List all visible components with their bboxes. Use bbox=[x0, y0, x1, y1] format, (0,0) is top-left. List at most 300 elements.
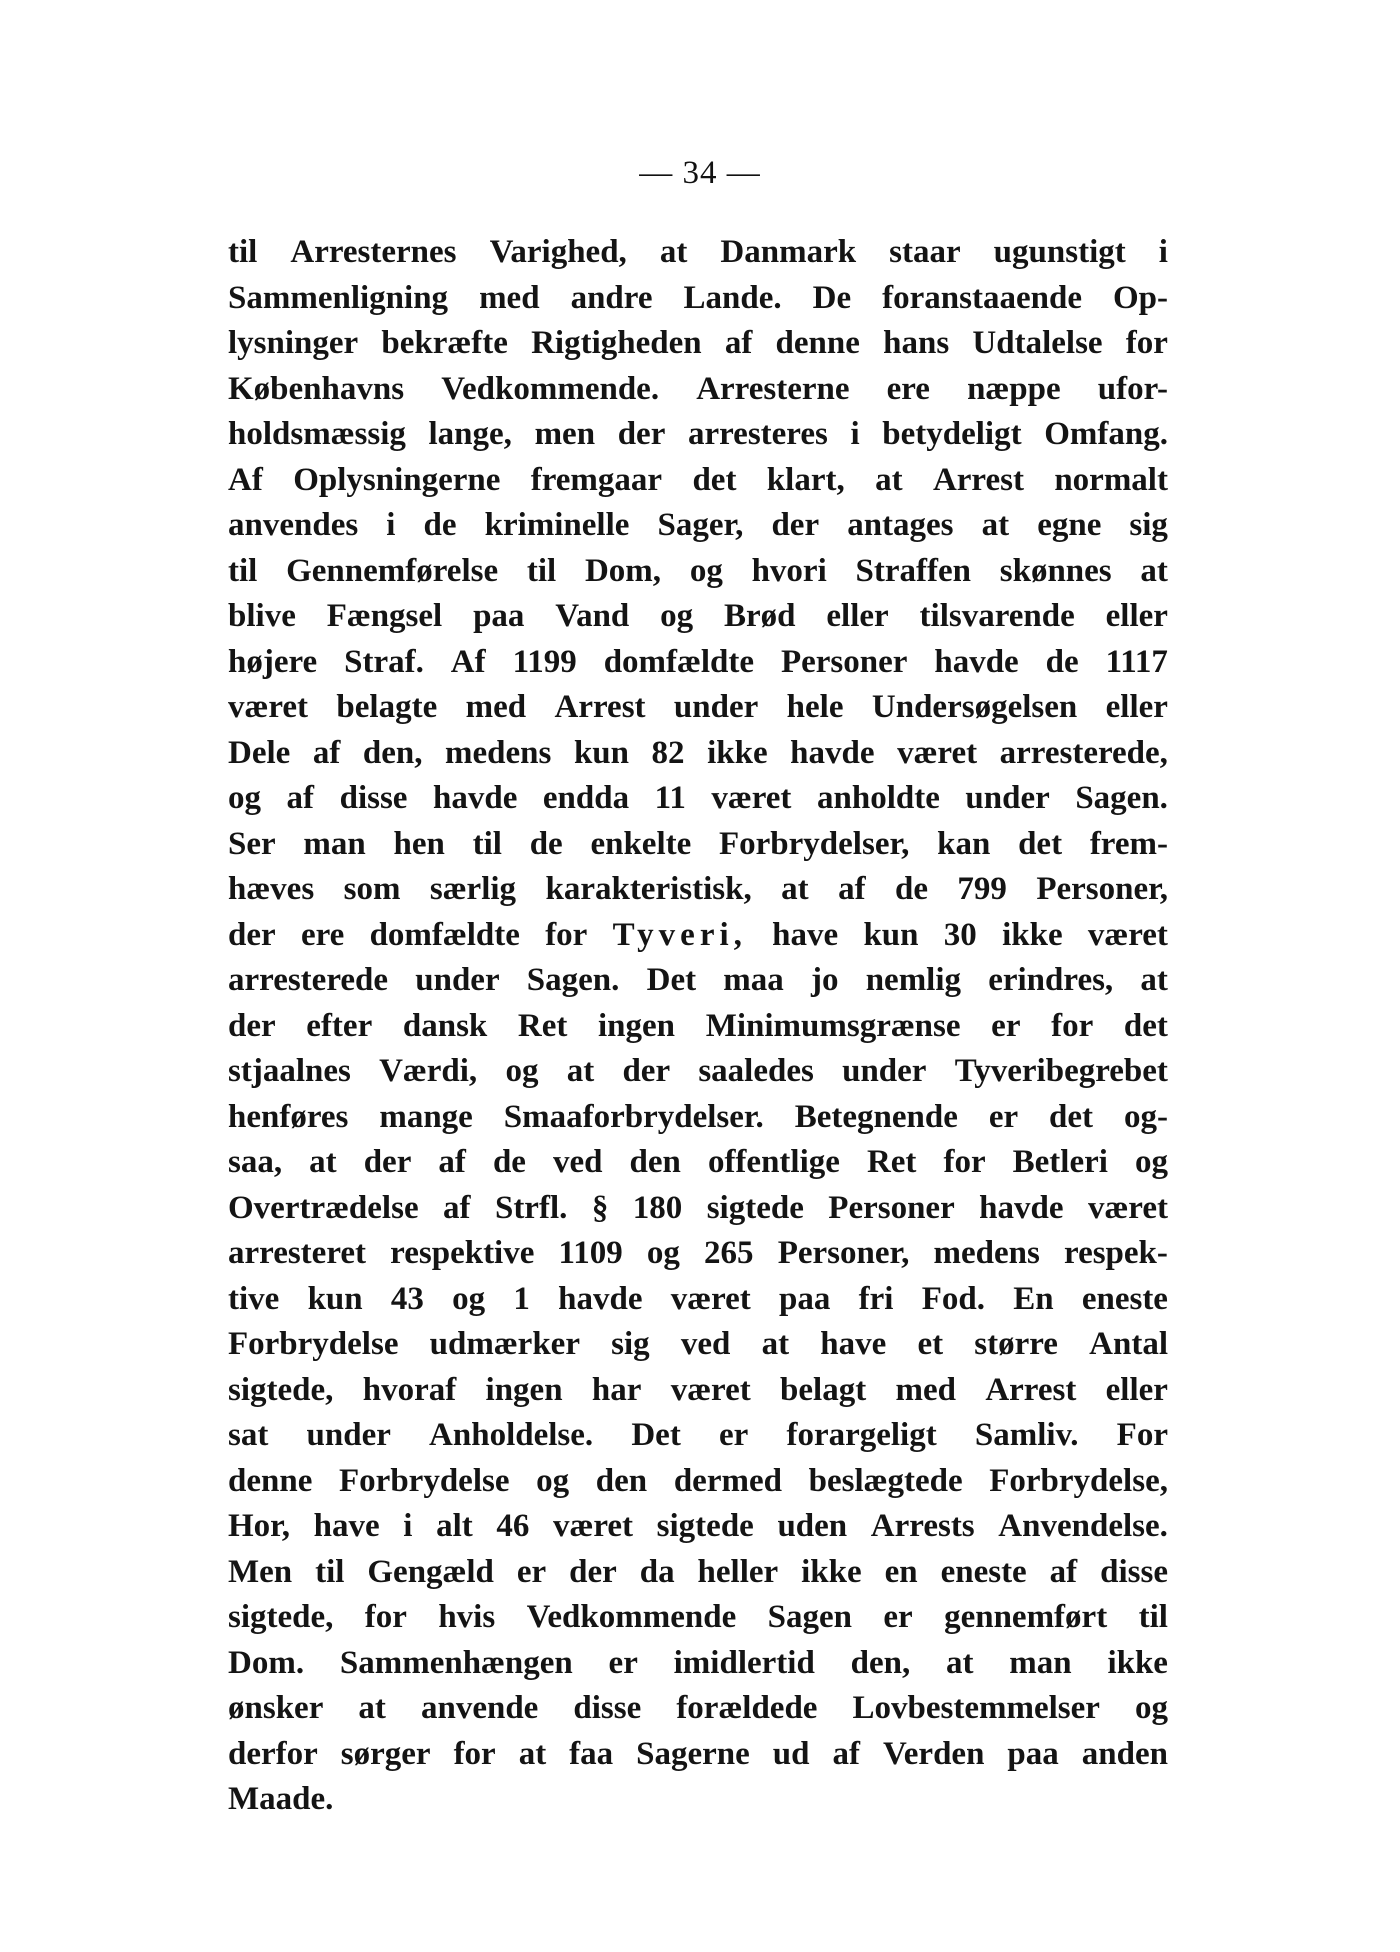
word: Sager, bbox=[657, 507, 744, 543]
word: 180 bbox=[632, 1189, 683, 1226]
word: Forbrydelser, bbox=[719, 825, 910, 862]
word: og bbox=[660, 598, 694, 634]
word: at bbox=[1140, 552, 1168, 589]
word: paa bbox=[473, 598, 525, 634]
word: havde bbox=[934, 643, 1019, 680]
word: Dom, bbox=[584, 552, 662, 589]
word: af bbox=[312, 734, 341, 771]
word: anvende bbox=[420, 1690, 539, 1726]
word: 30 bbox=[943, 916, 977, 953]
text-line bbox=[228, 1777, 1168, 1823]
word: fri bbox=[858, 1280, 894, 1317]
word: der bbox=[622, 1053, 671, 1089]
word: domfældte bbox=[369, 916, 520, 953]
word: til bbox=[228, 234, 258, 270]
word: Københavns bbox=[228, 370, 405, 407]
word: i bbox=[386, 507, 396, 543]
word: Det bbox=[631, 1417, 681, 1453]
word: med bbox=[465, 689, 527, 725]
word: disse bbox=[1100, 1553, 1168, 1590]
word: Lovbestemmelser bbox=[852, 1690, 1100, 1726]
text-line bbox=[228, 1049, 1168, 1095]
word: havde bbox=[558, 1280, 643, 1317]
word: i bbox=[850, 416, 860, 452]
word: normalt bbox=[1054, 461, 1168, 498]
word: da bbox=[639, 1553, 675, 1590]
word: en bbox=[884, 1553, 918, 1590]
word: Betegnende bbox=[794, 1098, 958, 1135]
word: arresteret bbox=[228, 1235, 367, 1271]
word: Samliv. bbox=[974, 1417, 1079, 1453]
word: den, bbox=[362, 734, 423, 771]
word: Udtalelse bbox=[972, 325, 1103, 361]
word: for bbox=[1125, 325, 1168, 361]
word: man bbox=[1009, 1644, 1072, 1681]
word: Vand bbox=[555, 598, 630, 634]
word: været bbox=[711, 780, 792, 816]
text-line bbox=[228, 1641, 1168, 1687]
word: Forbrydelse bbox=[339, 1462, 510, 1499]
word: det bbox=[692, 461, 737, 498]
word: ere bbox=[300, 916, 345, 953]
word: medens bbox=[933, 1235, 1040, 1271]
word: denne bbox=[775, 325, 860, 361]
word: de bbox=[423, 507, 457, 543]
word: Brød bbox=[724, 598, 796, 634]
word: men bbox=[534, 416, 596, 452]
word: hæves bbox=[228, 871, 315, 907]
word: forargeligt bbox=[786, 1417, 937, 1453]
word: af bbox=[1049, 1553, 1078, 1590]
word: imidlertid bbox=[673, 1644, 815, 1681]
word: derfor bbox=[228, 1735, 318, 1772]
word: Maade. bbox=[228, 1781, 334, 1817]
word: for bbox=[545, 916, 588, 953]
word: under bbox=[673, 689, 759, 725]
word: efter bbox=[306, 1007, 373, 1044]
word: skønnes bbox=[999, 552, 1112, 589]
word: erindres, bbox=[988, 962, 1114, 998]
word: kun bbox=[573, 734, 629, 771]
word: disse bbox=[339, 780, 408, 816]
word: Strfl. bbox=[494, 1189, 568, 1226]
word: ønsker bbox=[228, 1690, 324, 1726]
word: Arresternes bbox=[290, 234, 457, 270]
word: Dele bbox=[228, 734, 291, 771]
word: offentlige bbox=[707, 1144, 840, 1180]
word: lange, bbox=[428, 416, 512, 452]
text-line bbox=[228, 731, 1168, 777]
word: belagte bbox=[336, 689, 438, 725]
word: eller bbox=[1105, 689, 1168, 725]
word: og bbox=[505, 1053, 539, 1089]
text-line bbox=[228, 367, 1168, 413]
word: tive bbox=[228, 1280, 280, 1317]
word: sig bbox=[611, 1326, 650, 1362]
word: Anvendelse. bbox=[998, 1508, 1168, 1544]
word: sig bbox=[1129, 507, 1168, 543]
text-line bbox=[228, 1322, 1168, 1368]
word: Det bbox=[646, 962, 697, 998]
word: i bbox=[403, 1508, 413, 1544]
word: været bbox=[553, 1508, 634, 1544]
word: større bbox=[974, 1326, 1058, 1362]
text-line bbox=[228, 458, 1168, 504]
word: foranstaaende bbox=[882, 279, 1082, 316]
text-line bbox=[228, 822, 1168, 868]
word: domfældte bbox=[603, 643, 755, 680]
word: arresterede, bbox=[999, 734, 1168, 771]
word: at bbox=[309, 1144, 337, 1180]
text-line bbox=[228, 1140, 1168, 1186]
text-line bbox=[228, 1231, 1168, 1277]
word: anden bbox=[1081, 1735, 1168, 1772]
text-line bbox=[228, 1732, 1168, 1778]
word: kan bbox=[937, 825, 991, 862]
word: Op- bbox=[1112, 279, 1168, 316]
word: sørger bbox=[340, 1735, 431, 1772]
word: 82 bbox=[651, 734, 685, 771]
word: kun bbox=[307, 1280, 363, 1317]
word: havde bbox=[790, 734, 875, 771]
text-line bbox=[228, 321, 1168, 367]
word: Betleri bbox=[1012, 1144, 1108, 1180]
word: stjaalnes bbox=[228, 1053, 351, 1089]
text-line bbox=[228, 776, 1168, 822]
word: uden bbox=[777, 1508, 848, 1544]
word: og bbox=[1134, 1144, 1168, 1180]
word: og bbox=[689, 552, 723, 589]
word: § bbox=[591, 1189, 609, 1226]
text-line bbox=[228, 230, 1168, 276]
word: hvis bbox=[438, 1599, 496, 1635]
word: været bbox=[670, 1371, 751, 1408]
word: blive bbox=[228, 598, 296, 634]
word: været bbox=[670, 1280, 751, 1317]
word: for bbox=[943, 1144, 986, 1180]
word: Antal bbox=[1089, 1326, 1168, 1362]
word: ikke bbox=[1107, 1644, 1168, 1681]
word: medens bbox=[445, 734, 552, 771]
text-line bbox=[228, 1550, 1168, 1596]
text-line bbox=[228, 685, 1168, 731]
word: med bbox=[895, 1371, 957, 1408]
word: ikke bbox=[801, 1553, 862, 1590]
word: lysninger bbox=[228, 325, 359, 361]
word: Sammenligning bbox=[228, 279, 449, 316]
word: eller bbox=[1105, 1371, 1168, 1408]
word: Sagerne bbox=[636, 1735, 750, 1772]
word: til bbox=[315, 1553, 345, 1590]
word: faa bbox=[569, 1735, 614, 1772]
word: af bbox=[443, 1189, 471, 1226]
word: ved bbox=[552, 1144, 603, 1180]
word: det bbox=[1049, 1098, 1094, 1135]
word: heller bbox=[697, 1553, 779, 1590]
word: Arrest bbox=[985, 1371, 1077, 1408]
word: Dom. bbox=[228, 1644, 305, 1681]
word: Oplysningerne bbox=[293, 461, 501, 498]
text-line bbox=[228, 503, 1168, 549]
word: 11 bbox=[654, 780, 686, 816]
word: at bbox=[981, 507, 1010, 543]
text-line bbox=[228, 594, 1168, 640]
word: og bbox=[1135, 1690, 1168, 1726]
word: forældede bbox=[676, 1690, 818, 1726]
word: Anholdelse. bbox=[429, 1417, 594, 1453]
word: betydeligt bbox=[882, 416, 1022, 452]
word: under bbox=[415, 962, 500, 998]
text-line bbox=[228, 867, 1168, 913]
text-line bbox=[228, 1277, 1168, 1323]
word: af bbox=[832, 1735, 860, 1772]
word: for bbox=[364, 1599, 407, 1635]
word: at bbox=[518, 1735, 547, 1772]
word: Men bbox=[228, 1553, 293, 1590]
word: have bbox=[313, 1508, 380, 1544]
word: henføres bbox=[228, 1098, 349, 1135]
text-line bbox=[228, 276, 1168, 322]
word: at bbox=[781, 871, 809, 907]
word: er bbox=[516, 1553, 547, 1590]
word: at bbox=[659, 234, 688, 270]
word: de bbox=[492, 1144, 526, 1180]
word: og bbox=[228, 780, 261, 816]
word: de bbox=[1045, 643, 1079, 680]
word: anholdte bbox=[816, 780, 940, 816]
word: eller bbox=[1105, 598, 1168, 634]
word: ufor- bbox=[1097, 370, 1168, 407]
word: Minimumsgrænse bbox=[705, 1007, 961, 1044]
word: været bbox=[897, 734, 978, 771]
word: frem- bbox=[1089, 825, 1168, 862]
word: Straffen bbox=[855, 552, 971, 589]
word: Hor, bbox=[228, 1508, 291, 1544]
word: til bbox=[526, 552, 557, 589]
text-line bbox=[228, 958, 1168, 1004]
word: som bbox=[343, 871, 401, 907]
word: at bbox=[761, 1326, 790, 1362]
word: den bbox=[629, 1144, 681, 1180]
word: Vedkommende bbox=[526, 1599, 737, 1635]
word: de bbox=[894, 871, 928, 907]
word: og- bbox=[1123, 1098, 1168, 1135]
word: for bbox=[1051, 1007, 1094, 1044]
word: Lande. bbox=[683, 279, 782, 316]
word: været bbox=[1087, 916, 1168, 953]
word: antages bbox=[847, 507, 954, 543]
word: jo bbox=[810, 962, 839, 998]
word: der bbox=[771, 507, 820, 543]
word: til bbox=[472, 825, 502, 862]
word: dansk bbox=[402, 1007, 488, 1044]
word: respektive bbox=[390, 1235, 535, 1271]
word: sigtede, bbox=[228, 1371, 334, 1408]
word: tilsvarende bbox=[919, 598, 1075, 634]
word: saa, bbox=[228, 1144, 283, 1180]
word: ingen bbox=[598, 1007, 676, 1044]
word: kriminelle bbox=[484, 507, 630, 543]
word: i bbox=[1158, 234, 1168, 270]
word: klart, bbox=[766, 461, 845, 498]
word: med bbox=[479, 279, 540, 316]
word: Gennemførelse bbox=[286, 552, 499, 589]
word: Omfang. bbox=[1044, 416, 1168, 452]
word: hvoraf bbox=[362, 1371, 457, 1408]
word: Ret bbox=[517, 1007, 568, 1044]
text-line bbox=[228, 1504, 1168, 1550]
word: hans bbox=[883, 325, 950, 361]
word: Sagen. bbox=[1075, 780, 1168, 816]
word: beslægtede bbox=[808, 1462, 963, 1499]
text-line bbox=[228, 1459, 1168, 1505]
word: fremgaar bbox=[530, 461, 663, 498]
word: 43 bbox=[390, 1280, 424, 1317]
word: Personer, bbox=[777, 1235, 910, 1271]
word: have bbox=[772, 916, 839, 953]
word: været bbox=[228, 689, 309, 725]
word: de bbox=[529, 825, 563, 862]
word: og bbox=[646, 1235, 680, 1271]
word: Vedkommende. bbox=[441, 370, 660, 407]
word: Gengæld bbox=[367, 1553, 494, 1590]
text-line bbox=[228, 913, 1168, 959]
word: Forbrydelse, bbox=[989, 1462, 1168, 1499]
word: under bbox=[306, 1417, 391, 1453]
word: Tyveri, bbox=[612, 916, 747, 953]
word: respek- bbox=[1064, 1235, 1168, 1271]
word: at bbox=[946, 1644, 974, 1681]
text-line bbox=[228, 1095, 1168, 1141]
word: er bbox=[991, 1007, 1021, 1044]
text-line bbox=[228, 640, 1168, 686]
word: af bbox=[286, 780, 315, 816]
word: Fængsel bbox=[326, 598, 443, 634]
word: paa bbox=[1007, 1735, 1059, 1772]
word: alt bbox=[436, 1508, 473, 1544]
word: enkelte bbox=[590, 825, 692, 862]
word: ugunstigt bbox=[993, 234, 1126, 270]
word: og bbox=[452, 1280, 486, 1317]
word: man bbox=[303, 825, 366, 862]
word: Af bbox=[228, 461, 263, 498]
word: Arresterne bbox=[696, 370, 850, 407]
word: ikke bbox=[707, 734, 768, 771]
word: 1199 bbox=[512, 643, 577, 680]
word: været bbox=[1087, 1189, 1168, 1226]
word: er bbox=[608, 1644, 638, 1681]
word: at bbox=[566, 1053, 595, 1089]
text-line bbox=[228, 1595, 1168, 1641]
word: dermed bbox=[673, 1462, 782, 1499]
word: havde bbox=[433, 780, 518, 816]
word: Sagen. bbox=[526, 962, 620, 998]
word: Personer bbox=[828, 1189, 955, 1226]
word: der bbox=[228, 1007, 276, 1044]
word: paa bbox=[779, 1280, 831, 1317]
word: af bbox=[724, 325, 753, 361]
word: egne bbox=[1037, 507, 1102, 543]
text-line bbox=[228, 1186, 1168, 1232]
word: det bbox=[1123, 1007, 1168, 1044]
word: Overtrædelse bbox=[228, 1189, 419, 1226]
word: sigtede bbox=[706, 1189, 804, 1226]
word: Personer, bbox=[1036, 871, 1168, 907]
word: har bbox=[591, 1371, 642, 1408]
word: staar bbox=[889, 234, 961, 270]
word: at bbox=[875, 461, 903, 498]
word: der bbox=[363, 1144, 412, 1180]
word: Tyveribegrebet bbox=[954, 1053, 1168, 1089]
word: sat bbox=[228, 1417, 269, 1453]
word: denne bbox=[228, 1462, 313, 1499]
word: Arrest bbox=[554, 689, 646, 725]
word: have bbox=[820, 1326, 887, 1362]
word: af bbox=[838, 871, 866, 907]
word: maa bbox=[723, 962, 784, 998]
word: den, bbox=[850, 1644, 911, 1681]
text-line bbox=[228, 1413, 1168, 1459]
word: ere bbox=[886, 370, 930, 407]
word: holdsmæssig bbox=[228, 416, 406, 452]
word: Ret bbox=[866, 1144, 917, 1180]
word: 1 bbox=[513, 1280, 530, 1317]
word: er bbox=[883, 1599, 913, 1635]
word: Rigtigheden bbox=[531, 325, 702, 361]
word: Af bbox=[450, 643, 486, 680]
text-line bbox=[228, 1368, 1168, 1414]
word: Arrest bbox=[932, 461, 1024, 498]
word: 265 bbox=[704, 1235, 754, 1271]
word: belagt bbox=[780, 1371, 867, 1408]
word: Danmark bbox=[720, 234, 857, 270]
word: ud bbox=[772, 1735, 810, 1772]
word: Personer bbox=[780, 643, 908, 680]
text-line bbox=[228, 412, 1168, 458]
word: Undersøgelsen bbox=[871, 689, 1078, 725]
word: sigtede, bbox=[228, 1599, 334, 1635]
word: ved bbox=[680, 1326, 731, 1362]
word: Forbrydelse bbox=[228, 1326, 399, 1362]
word: er bbox=[718, 1417, 749, 1453]
word: Varighed, bbox=[489, 234, 627, 270]
word: der bbox=[617, 416, 666, 452]
word: til bbox=[228, 552, 258, 589]
word: hele bbox=[786, 689, 844, 725]
word: er bbox=[988, 1098, 1019, 1135]
word: kun bbox=[863, 916, 919, 953]
word: den bbox=[595, 1462, 648, 1499]
word: eneste bbox=[940, 1553, 1027, 1590]
word: for bbox=[453, 1735, 496, 1772]
word: eller bbox=[826, 598, 889, 634]
word: Sammenhængen bbox=[339, 1644, 573, 1681]
word: Fod. bbox=[921, 1280, 985, 1317]
word: ikke bbox=[1002, 916, 1063, 953]
word: nemlig bbox=[865, 962, 962, 998]
word: bekræfte bbox=[381, 325, 508, 361]
page-number: — 34 — bbox=[639, 155, 761, 191]
word: Verden bbox=[882, 1735, 985, 1772]
word: under bbox=[965, 780, 1050, 816]
word: højere bbox=[228, 643, 318, 680]
word: havde bbox=[979, 1189, 1064, 1226]
word: det bbox=[1018, 825, 1063, 862]
word: arresterede bbox=[228, 962, 389, 998]
word: saaledes bbox=[698, 1053, 814, 1089]
word: ingen bbox=[485, 1371, 563, 1408]
word: 46 bbox=[496, 1508, 530, 1544]
